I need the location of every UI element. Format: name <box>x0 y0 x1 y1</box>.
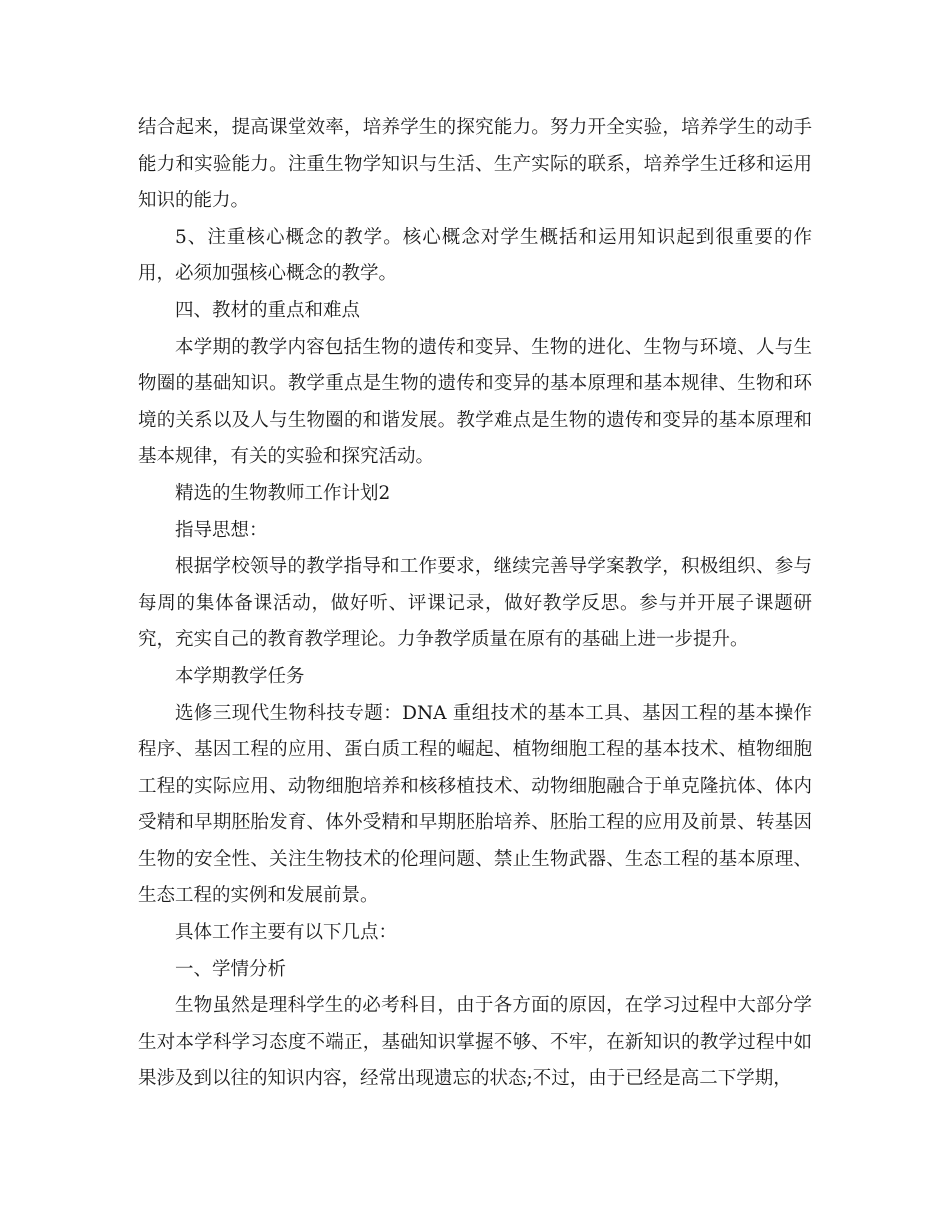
section-heading: 本学期教学任务 <box>175 665 305 687</box>
section-heading: 具体工作主要有以下几点： <box>175 922 398 944</box>
paragraph: 选修三现代生物科技专题：DNA 重组技术的基本工具、基因工程的基本操作程序、基因工程的应用、蛋白质工程的崛起、植物细胞工程的基本技术、植物细胞工程的实际应用、动物细胞培养和核移植技术、动物细胞融合于单克隆抗体、体内受精和早期胚胎发育、体外受精和早期胚胎培养、胚胎工程的应用及前景、转基因生物的安全性、关注生物技术的伦理问题、禁止生物武器、生态工程的基本原理、生态工程的实例和发展前景。 <box>138 702 812 907</box>
section-heading: 精选的生物教师工作计划2 <box>175 482 391 504</box>
paragraph: 5、注重核心概念的教学。核心概念对学生概括和运用知识起到很重要的作用，必须加强核心概念的教学。 <box>138 226 812 285</box>
document-body <box>138 110 812 1098</box>
section-heading: 指导思想： <box>175 519 268 541</box>
section-heading: 四、教材的重点和难点 <box>175 299 361 321</box>
paragraph: 结合起来，提高课堂效率，培养学生的探究能力。努力开全实验，培养学生的动手能力和实验能力。注重生物学知识与生活、生产实际的联系，培养学生迁移和运用知识的能力。 <box>138 117 812 212</box>
section-heading: 一、学情分析 <box>175 958 287 980</box>
paragraph: 生物虽然是理科学生的必考科目，由于各方面的原因，在学习过程中大部分学生对本学科学习态度不端正，基础知识掌握不够、不牢，在新知识的教学过程中如果涉及到以往的知识内容，经常出现遗忘的状态;不过，由于已经是高二下学期， <box>138 995 812 1090</box>
paragraph: 根据学校领导的教学指导和工作要求，继续完善导学案教学，积极组织、参与每周的集体备课活动，做好听、评课记录，做好教学反思。参与并开展子课题研究，充实自己的教育教学理论。力争教学质量在原有的基础上进一步提升。 <box>138 556 812 651</box>
paragraph: 本学期的教学内容包括生物的遗传和变异、生物的进化、生物与环境、人与生物圈的基础知识。教学重点是生物的遗传和变异的基本原理和基本规律、生物和环境的关系以及人与生物圈的和谐发展。教学难点是生物的遗传和变异的基本原理和基本规律，有关的实验和探究活动。 <box>138 336 812 468</box>
